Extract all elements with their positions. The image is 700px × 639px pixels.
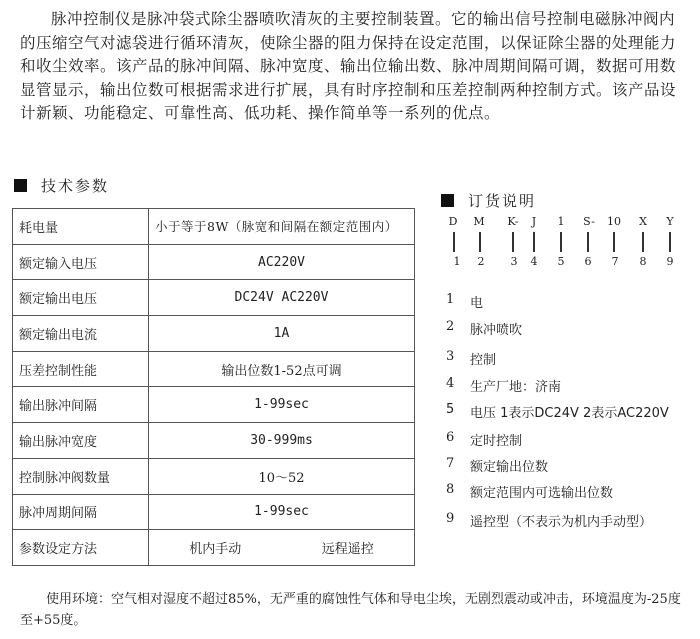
table-row: [13, 458, 415, 494]
table-row: [13, 494, 415, 530]
spec-value: 1A: [149, 316, 415, 352]
code-number: 4: [530, 255, 538, 268]
code-char: X: [639, 215, 647, 228]
list-item: [446, 511, 652, 530]
table-row: [13, 387, 415, 423]
code-number: 9: [666, 255, 674, 268]
spec-value: AC220V: [149, 244, 415, 280]
spec-title: 技术参数: [41, 177, 110, 195]
code-char: D: [448, 215, 458, 228]
list-item: [446, 292, 483, 311]
code-number: 8: [639, 255, 647, 268]
environment-text: 使用环境：空气相对湿度不超过85%，无严重的腐蚀性气体和导电尘埃，无剧烈震动或冲击，环境温度为-25度至+55度。: [20, 592, 681, 628]
list-item: [446, 349, 496, 368]
code-char: M: [473, 215, 485, 228]
list-item: [446, 402, 669, 421]
spec-value: 1-99sec: [149, 494, 415, 530]
code-char: 1: [557, 215, 565, 228]
table-row: [13, 423, 415, 459]
item-text: 遥控型（不表示为机内手动型）: [470, 515, 653, 530]
list-item: [446, 482, 613, 501]
table-row: [13, 530, 415, 566]
spec-value-remote: 远程遥控: [321, 542, 374, 558]
code-divider: [560, 232, 562, 252]
code-char: K-: [507, 215, 519, 228]
spec-label: 压差控制性能: [13, 351, 149, 387]
list-item: [446, 456, 548, 475]
spec-table: [12, 208, 415, 566]
item-text: 生产厂地：济南: [470, 380, 562, 395]
intro-text: 脉冲控制仪是脉冲袋式除尘器喷吹清灰的主要控制装置。它的输出信号控制电磁脉冲阀内的压缩空气对滤袋进行循环清灰，使除尘器的阻力保持在设定范围，以保证除尘器的处理能力和收尘效率。该产品的脉冲间隔、脉冲宽度、输出位输出数、脉冲周期间隔可调，数据可用数显管显示，输出位数可根据需求进行扩展，具有时序控制和压差控制两种控制方式。该产品设计新颖、功能稳定、可靠性高、低功耗、操作简单等一系列的优点。: [20, 10, 677, 122]
table-row: [13, 244, 415, 280]
code-divider: [669, 232, 671, 252]
list-item: [446, 319, 522, 338]
code-divider: [479, 232, 481, 252]
item-text: 定时控制: [470, 434, 523, 449]
spec-value: 30-999ms: [149, 423, 415, 459]
code-char: J: [531, 215, 537, 228]
environment-note: [20, 589, 685, 631]
code-divider: [642, 232, 644, 252]
item-number: 6: [446, 430, 455, 445]
spec-label: 额定输入电压: [13, 244, 149, 280]
item-text: 脉冲喷吹: [470, 323, 523, 338]
spec-label: 输出脉冲宽度: [13, 423, 149, 459]
item-number: 2: [446, 319, 455, 334]
code-number: 7: [611, 255, 619, 268]
spec-value: DC24V AC220V: [149, 280, 415, 316]
intro-paragraph: [20, 8, 680, 126]
code-number: 1: [453, 255, 461, 268]
list-item: [446, 376, 561, 395]
item-number: 7: [446, 456, 455, 471]
item-number: 1: [446, 292, 455, 307]
table-row: [13, 351, 415, 387]
spec-section-header: [14, 175, 109, 196]
spec-value: 输出位数1-52点可调: [149, 351, 415, 387]
item-number: 4: [446, 376, 455, 391]
spec-value: 小于等于8W（脉宽和间隔在额定范围内）: [149, 209, 415, 245]
code-number: 3: [510, 255, 518, 268]
spec-value-manual: 机内手动: [189, 542, 242, 558]
item-text: 额定输出位数: [470, 460, 549, 475]
code-divider: [533, 232, 535, 252]
code-divider: [453, 232, 455, 252]
code-char: Y: [666, 215, 674, 228]
spec-label: 额定输出电流: [13, 316, 149, 352]
code-divider: [613, 232, 615, 252]
list-item: [446, 430, 522, 449]
model-code-diagram: [440, 215, 690, 270]
square-bullet-icon: [14, 179, 27, 192]
spec-label: 控制脉冲阀数量: [13, 458, 149, 494]
spec-label: 额定输出电压: [13, 280, 149, 316]
spec-value: 10～52: [149, 458, 415, 494]
order-title: 订货说明: [468, 192, 537, 210]
code-divider: [587, 232, 589, 252]
spec-value: 1-99sec: [149, 387, 415, 423]
code-char: 10: [607, 215, 621, 228]
item-text: 电: [470, 296, 484, 311]
item-text: 控制: [470, 353, 497, 368]
item-text: 电压 1表示DC24V 2表示AC220V: [470, 406, 669, 421]
square-bullet-icon: [441, 194, 454, 207]
code-number: 6: [584, 255, 592, 268]
code-number: 2: [477, 255, 485, 268]
spec-label: 参数设定方法: [13, 530, 149, 566]
code-number: 5: [557, 255, 565, 268]
table-row: [13, 316, 415, 352]
table-row: [13, 280, 415, 316]
code-divider: [512, 232, 514, 252]
order-section-header: [441, 190, 536, 211]
code-char: S-: [583, 215, 595, 228]
table-row: [13, 209, 415, 245]
item-number: 3: [446, 349, 455, 364]
item-number: 5: [446, 402, 455, 417]
item-text: 额定范围内可选输出位数: [470, 486, 614, 501]
spec-label: 脉冲周期间隔: [13, 494, 149, 530]
item-number: 9: [446, 511, 455, 526]
spec-label: 输出脉冲间隔: [13, 387, 149, 423]
spec-label: 耗电量: [13, 209, 149, 245]
spec-value-split: [149, 530, 415, 566]
item-number: 8: [446, 482, 455, 497]
